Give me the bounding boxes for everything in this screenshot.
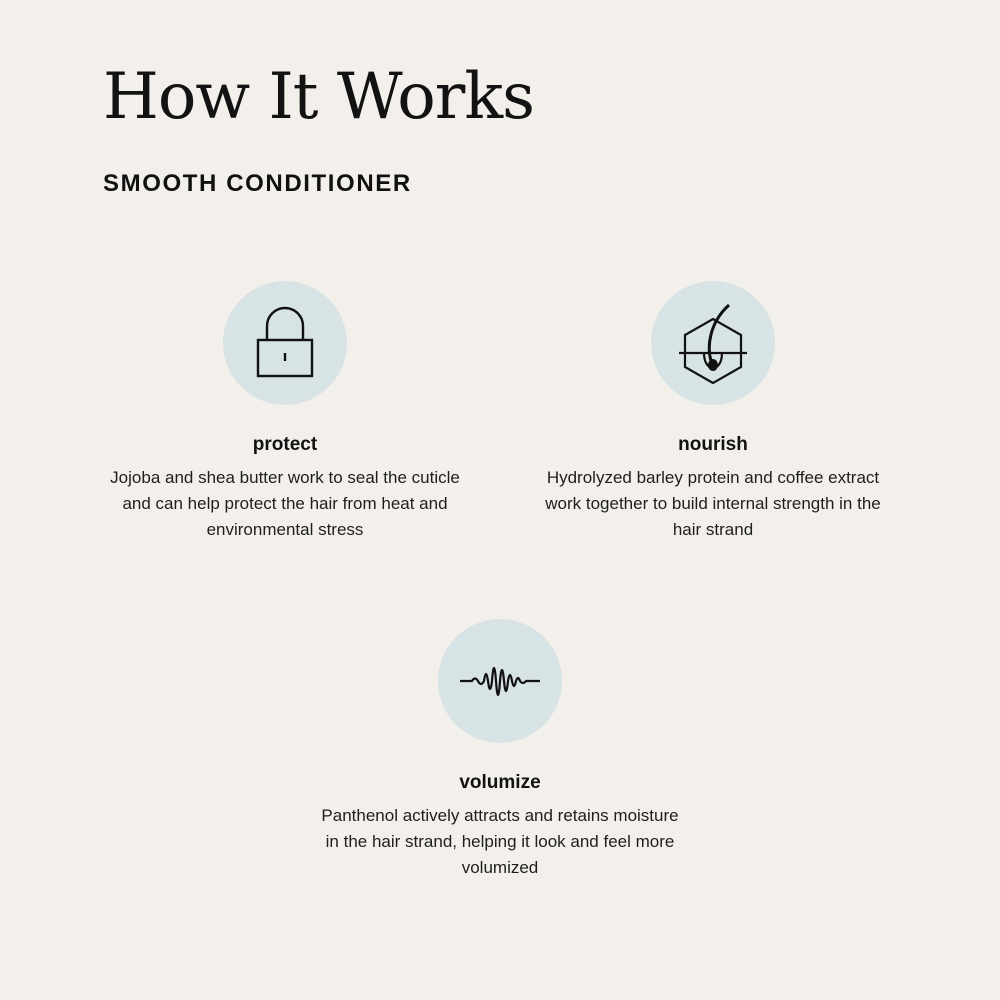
- feature-protect: [105, 281, 465, 543]
- feature-description: Panthenol actively attracts and retains moisture in the hair strand, helping it look and feel more volumized: [321, 806, 679, 877]
- feature-volumize: [320, 619, 680, 881]
- feature-description: Hydrolyzed barley protein and coffee extract work together to build internal strength in the hair strand: [545, 468, 881, 539]
- feature-description: Jojoba and shea butter work to seal the cuticle and can help protect the hair from heat and environmental stress: [110, 468, 460, 539]
- feature-heading: protect: [252, 434, 318, 455]
- sound-wave-icon: [438, 619, 562, 743]
- feature-heading: volumize: [459, 772, 541, 793]
- feature-heading: nourish: [678, 434, 748, 455]
- feature-nourish: [533, 281, 893, 543]
- hair-follicle-icon: [651, 281, 775, 405]
- page-title: How It Works: [103, 60, 534, 134]
- lock-icon: [223, 281, 347, 405]
- product-name: SMOOTH CONDITIONER: [103, 170, 412, 197]
